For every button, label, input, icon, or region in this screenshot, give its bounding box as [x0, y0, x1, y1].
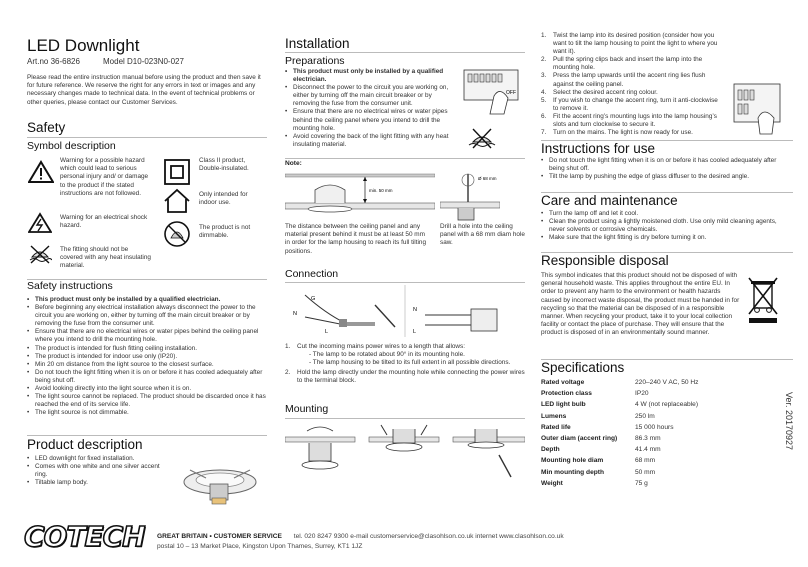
downlight-product-image [180, 450, 260, 508]
no-insulation-cover-icon [467, 126, 497, 152]
list-item: • Comes with one white and one silver accent ring. [27, 463, 162, 479]
list-item: • Avoid looking directly into the light source when it is on. [27, 385, 267, 393]
breaker-off-label: OFF [506, 90, 516, 96]
table-row: Lumens 250 lm [541, 412, 655, 420]
list-item: • LED downlight for fixed installation. [27, 455, 162, 463]
care-list [541, 210, 793, 242]
list-item: 6. Fit the accent ring’s mounting lugs into the lamp housing’s slots and turn clockwise to secure it. [541, 112, 717, 129]
hole-saw-diagram [440, 170, 500, 222]
list-item: • The light source is not dimmable. [27, 409, 267, 417]
electric-warning-icon [28, 212, 52, 234]
intro-text: Please read the entire instruction manual before using the product and then save it for future reference. We reserve the right for any errors in text or images and any necessary changes made to technical data. In the event of technical problems or other queries, please contact our Customer Services. [27, 74, 261, 106]
footer-contact-line [157, 533, 564, 540]
wire-label-n: N [293, 311, 297, 317]
use-list [541, 157, 793, 181]
symbol-desc-indoor: Only intended for indoor use. [199, 191, 248, 207]
list-item: • Turn the lamp off and let it cool. [541, 210, 793, 218]
mounting-heading: Mounting [285, 403, 329, 415]
installation-steps [541, 32, 721, 137]
divider [285, 52, 525, 53]
connection-diagram [285, 285, 525, 337]
list-item: • Disconnect the power to the circuit you are working on, either by turning off the main circuit breaker or by removing the fuse from the consumer unit. [285, 84, 455, 108]
divider [285, 418, 525, 419]
note-text: The distance between the ceiling panel and any material present behind it must be at least 50 mm in order for the lamp housing to reach its full tilting positions. [285, 223, 427, 255]
not-dimmable-icon [163, 220, 191, 248]
connection-heading: Connection [285, 268, 339, 280]
list-item: • Make sure that the light fitting is dry before turning it on. [541, 234, 793, 242]
symbol-desc-warning: Warning for a possible hazard which could lead to serious personal injury and/ or damage to the product if the stated instructions are not followed. [60, 157, 149, 197]
disposal-text: This symbol indicates that this product should not be disposed of with general household waste. This applies throughout the entire EU. In order to prevent any harm to the environment or health hazards caused by incorrect waste disposal, the product must be handed in for recycling so that the material can be disposed of in a responsible manner. When recycling your product, take it to your local collection facility or contact the place of purchase. They will ensure that the product is disposed of in an environmentally sound manner. [541, 272, 740, 337]
warning-triangle-icon [28, 160, 54, 184]
list-item: • The light source cannot be replaced. The product should be discarded once it has reached the end of its service life. [27, 393, 267, 409]
weee-bin-icon [746, 276, 780, 324]
symbol-desc-insulation: The fitting should not be covered with any heat insulating material. [60, 246, 151, 270]
drill-text: Drill a hole into the ceiling panel with a 68 mm diam hole saw. [440, 223, 525, 247]
breaker-on-illustration [728, 78, 790, 136]
list-item: 2. Pull the spring clips back and insert the lamp into the mounting hole. [541, 56, 703, 72]
care-heading: Care and maintenance [541, 193, 678, 208]
class-ii-icon [163, 158, 191, 186]
table-row: LED light bulb 4 W (not replaceable) [541, 401, 699, 409]
list-item: • This product must only be installed by a qualified electrician. [27, 296, 267, 304]
symbol-desc-electric: Warning for an electrical shock hazard. [60, 214, 148, 230]
symbol-desc-class-ii: Class II product, Double-insulated. [199, 157, 249, 173]
specifications-table [541, 379, 698, 491]
art-number: Art.no 36-6826 [27, 57, 80, 66]
list-item: 1. Twist the lamp into its desired position (consider how you want to tilt the lamp housing to point the light to where you want it). [541, 32, 718, 56]
page-title: LED Downlight [27, 36, 140, 55]
footer-contact: tel. 020 8247 9300 e-mail customerservice@clasohlson.co.uk internet www.clasohlson.co.uk [293, 533, 564, 540]
ceiling-depth-diagram [285, 170, 435, 220]
list-item: • The product is intended for indoor use only (IP20). [27, 353, 267, 361]
list-item: • Tilt the lamp by pushing the edge of glass diffuser to the desired angle. [541, 173, 793, 181]
symbol-desc-dimmable: The product is not dimmable. [199, 224, 251, 240]
list-item: • Ensure that there are no electrical wires or water pipes behind the ceiling panel where you intend to drill the mounting hole. [27, 328, 267, 344]
list-item: • This product must only be installed by a qualified electrician. [285, 68, 455, 84]
min-depth-label: min. 50 mm [369, 188, 393, 193]
version-label: Ver. 20170927 [784, 391, 794, 450]
list-item: 1. Cut the incoming mains power wires to a length that allows: - The lamp to be rotated about 90° in its mounting hole. - The lamp housing to be tilted to its full extent in all possible directions. [285, 343, 525, 367]
product-list [27, 455, 162, 487]
list-item: • Clean the product using a lightly moistened cloth. Use only mild cleaning agents, never solvents or corrosive chemicals. [541, 218, 793, 234]
divider [27, 137, 267, 138]
divider [541, 192, 793, 193]
cotech-logo: COTECH [24, 520, 145, 553]
preparations-heading: Preparations [285, 55, 345, 67]
list-item: 7. Turn on the mains. The light is now ready for use. [541, 129, 693, 137]
note-label: Note: [285, 160, 302, 167]
list-item: • Do not touch the light fitting when it is on or before it has cooled adequately after being shut off. [541, 157, 793, 173]
table-row: Depth 41.4 mm [541, 446, 661, 454]
no-insulation-cover-icon [28, 243, 52, 265]
divider [27, 435, 267, 436]
table-row: Min mounting depth 50 mm [541, 468, 656, 476]
divider [27, 279, 267, 280]
list-item: 5. If you wish to change the accent ring, turn it anti-clockwise to remove it. [541, 96, 718, 112]
safety-heading: Safety [27, 120, 66, 135]
table-row: Rated voltage 220–240 V AC, 50 Hz [541, 379, 699, 386]
table-row: Outer diam (accent ring) 86.3 mm [541, 434, 661, 442]
divider [285, 158, 525, 159]
hole-diam-label: Ø 68 mm [478, 176, 497, 181]
divider [541, 359, 793, 360]
list-item: • Do not touch the light fitting when it is on or before it has cooled adequately after being shut off. [27, 369, 267, 385]
list-item: 2. Hold the lamp directly under the mounting hole while connecting the power wires to the terminal block. [285, 369, 525, 385]
list-item: • Before beginning any electrical installation always disconnect the power to the circuit you are working on, either by turning off the main circuit breaker or by removing the fuse from the consumer unit. [27, 304, 267, 328]
list-item: • Ensure that there are no electrical wires or water pipes behind the ceiling panel where you intend to drill the mounting hole. [285, 108, 455, 132]
indoor-house-icon [163, 188, 191, 214]
list-item: 4. Select the desired accent ring colour. [541, 88, 658, 96]
list-item: 3. Press the lamp upwards until the accent ring lies flush against the ceiling panel. [541, 72, 706, 88]
wire-label-n-right: N [413, 307, 417, 313]
sub-item: - The lamp to be rotated about 90° in its mounting hole. [309, 351, 465, 359]
wire-label-l-right: L [413, 329, 417, 335]
wire-label-l: L [325, 329, 329, 335]
sub-item: - The lamp housing to be tilted to its full extent in all possible directions. [309, 359, 511, 367]
mounting-diagram [285, 421, 525, 483]
divider [541, 140, 793, 141]
use-heading: Instructions for use [541, 141, 656, 156]
fuse-box-illustration [460, 62, 530, 120]
safety-instructions-list [27, 296, 267, 417]
list-item: • The product is intended for flush fitting ceiling installation. [27, 345, 267, 353]
installation-heading: Installation [285, 36, 350, 51]
table-row: Protection class IP20 [541, 390, 649, 398]
table-row: Mounting hole diam 68 mm [541, 457, 656, 465]
list-item: • Min 20 cm distance from the light source to the closest surface. [27, 361, 267, 369]
safety-instructions-heading: Safety instructions [27, 280, 113, 292]
wire-label-g: G [311, 296, 316, 302]
footer-region: GREAT BRITAIN • CUSTOMER SERVICE [157, 533, 282, 540]
list-item: • Avoid covering the back of the light fitting with any heat insulating material. [285, 133, 455, 149]
specifications-heading: Specifications [541, 360, 625, 375]
table-row: Weight 75 g [541, 479, 648, 487]
list-item: • Tiltable lamp body. [27, 479, 162, 487]
footer-address: postal 10 – 13 Market Place, Kingston Upon Thames, Surrey, KT1 1JZ [157, 543, 363, 550]
connection-steps [285, 343, 525, 385]
disposal-heading: Responsible disposal [541, 253, 669, 268]
divider [541, 252, 793, 253]
preparations-list [285, 68, 455, 149]
divider [285, 282, 525, 283]
product-heading: Product description [27, 437, 143, 452]
model-number: Model D10-023N0-027 [103, 57, 184, 66]
symbol-heading: Symbol description [27, 140, 116, 152]
table-row: Rated life 15 000 hours [541, 423, 674, 431]
